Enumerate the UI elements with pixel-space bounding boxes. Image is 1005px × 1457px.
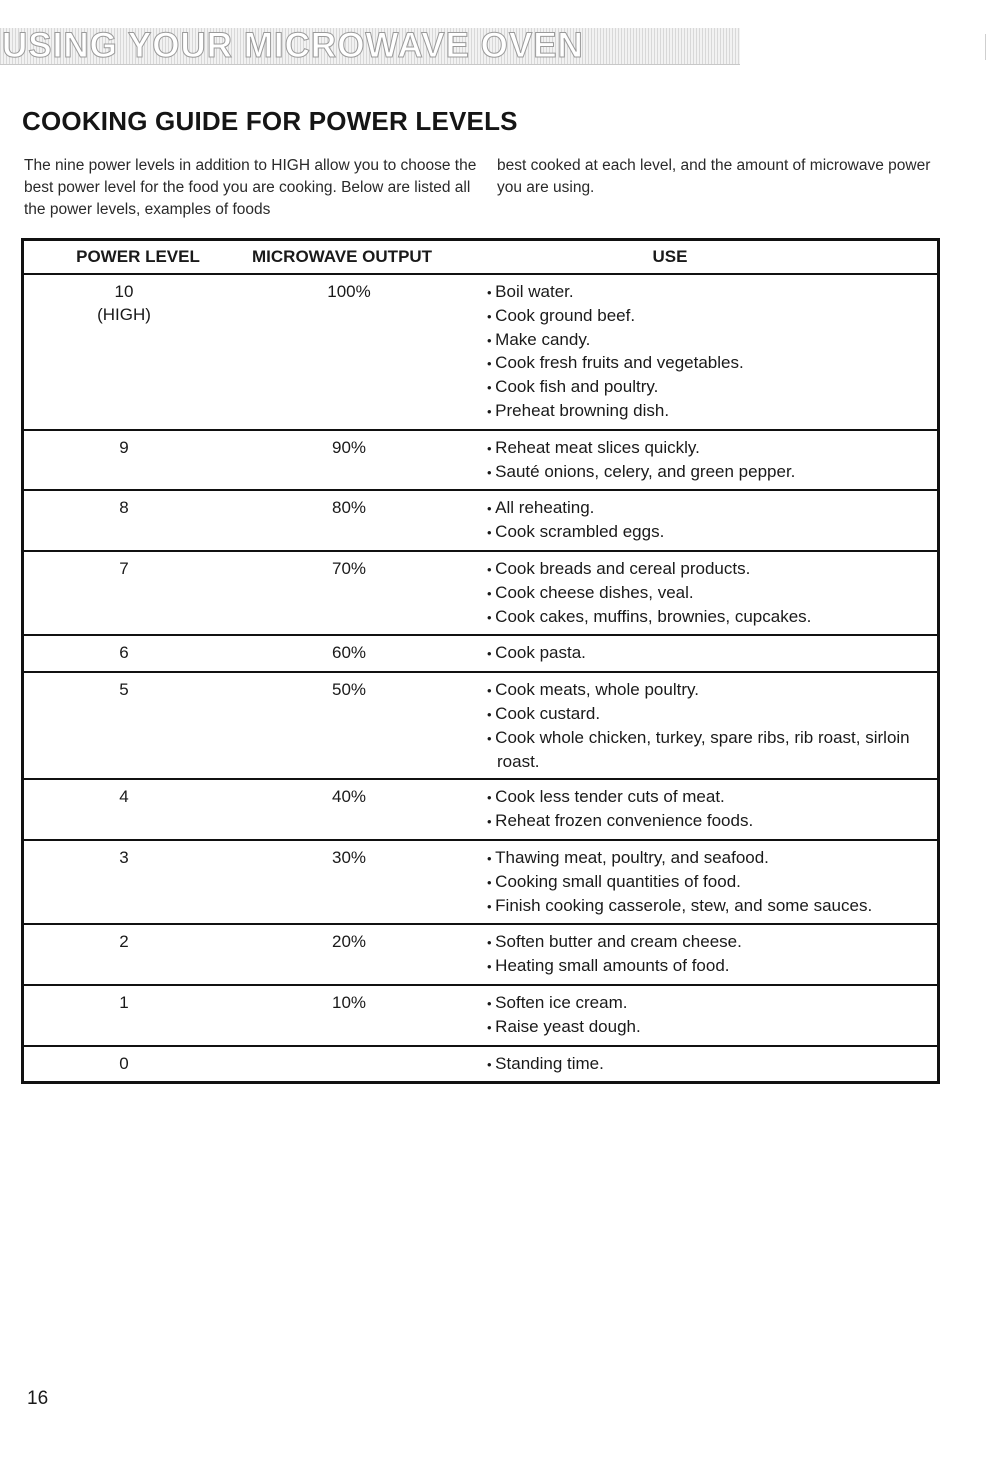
use-cell <box>474 281 937 424</box>
use-list <box>475 679 937 773</box>
use-list <box>475 931 937 979</box>
use-cell <box>474 992 937 1040</box>
use-list <box>475 437 937 485</box>
power-level-value: 5 <box>119 680 129 700</box>
table-body <box>24 275 937 1081</box>
power-level-cell <box>24 558 224 629</box>
table-row <box>24 986 937 1047</box>
use-cell <box>474 786 937 834</box>
banner-edge-mark <box>985 34 986 60</box>
use-item: • Raise yeast dough. <box>475 1016 937 1040</box>
table-row <box>24 552 937 636</box>
power-level-cell <box>24 281 224 424</box>
table-row <box>24 841 937 925</box>
power-level-cell <box>24 992 224 1040</box>
header-use: USE <box>652 247 688 266</box>
use-item: • Cook custard. <box>475 703 937 727</box>
use-item: • Preheat browning dish. <box>475 400 937 424</box>
use-item: • Cook scrambled eggs. <box>475 521 937 545</box>
use-item: • Finish cooking casserole, stew, and some sauces. <box>475 895 937 919</box>
use-list <box>475 497 937 545</box>
use-item: • Soften butter and cream cheese. <box>475 931 937 955</box>
table-header-row <box>24 241 937 275</box>
power-level-value: 6 <box>119 643 129 663</box>
power-level-value: 7 <box>119 558 129 578</box>
use-list <box>475 992 937 1040</box>
use-item: • Heating small amounts of food. <box>475 955 937 979</box>
use-list <box>475 1053 937 1077</box>
use-item: • Cook less tender cuts of meat. <box>475 786 937 810</box>
power-level-cell <box>24 679 224 773</box>
intro-right-column: best cooked at each level, and the amount of microwave power you are using. <box>497 157 931 196</box>
use-list <box>475 642 937 666</box>
power-level-value: 1 <box>119 992 129 1012</box>
use-item: • Sauté onions, celery, and green pepper. <box>475 461 937 485</box>
power-level-value: 4 <box>119 787 129 807</box>
use-item: • Cook cakes, muffins, brownies, cupcakes. <box>475 606 937 630</box>
microwave-output-cell: 50% <box>331 680 367 700</box>
use-item: • Cook fish and poultry. <box>475 376 937 400</box>
section-banner <box>0 28 740 65</box>
use-cell <box>474 558 937 629</box>
page-title: COOKING GUIDE FOR POWER LEVELS <box>22 106 518 136</box>
power-level-value: 0 <box>119 1053 129 1073</box>
power-level-value: 9 <box>119 437 129 457</box>
power-level-sublabel: (HIGH) <box>97 304 151 324</box>
power-level-cell <box>24 786 224 834</box>
use-item: • Reheat frozen convenience foods. <box>475 810 937 834</box>
use-list <box>475 847 937 918</box>
microwave-output-cell: 70% <box>331 558 367 578</box>
power-level-cell <box>24 437 224 485</box>
header-microwave-output: MICROWAVE OUTPUT <box>252 247 433 266</box>
use-item: • Cook ground beef. <box>475 305 937 329</box>
table-row <box>24 275 937 431</box>
power-level-cell <box>24 497 224 545</box>
use-item: • Cooking small quantities of food. <box>475 871 937 895</box>
table-row <box>24 491 937 552</box>
power-level-value: 10 <box>114 282 134 301</box>
table-row <box>24 431 937 492</box>
use-item: • All reheating. <box>475 497 937 521</box>
use-item: • Cook cheese dishes, veal. <box>475 582 937 606</box>
page-number: 16 <box>27 1388 49 1409</box>
use-cell <box>474 847 937 918</box>
microwave-output-cell: 30% <box>331 847 367 867</box>
use-list <box>475 786 937 834</box>
power-level-cell <box>24 847 224 918</box>
power-level-table <box>21 238 940 1084</box>
use-list <box>475 281 937 424</box>
table-row <box>24 673 937 780</box>
table-row <box>24 1047 937 1082</box>
microwave-output-cell: 60% <box>331 643 367 663</box>
use-item: • Cook pasta. <box>475 642 937 666</box>
power-level-value: 8 <box>119 498 129 518</box>
use-item: • Make candy. <box>475 329 937 353</box>
use-cell <box>474 679 937 773</box>
use-item: • Thawing meat, poultry, and seafood. <box>475 847 937 871</box>
use-item: • Cook whole chicken, turkey, spare ribs, rib roast, sirloin roast. <box>475 727 937 774</box>
use-cell <box>474 437 937 485</box>
header-power-level: POWER LEVEL <box>76 247 200 266</box>
power-level-cell <box>24 642 224 666</box>
use-item: • Soften ice cream. <box>475 992 937 1016</box>
use-cell <box>474 1053 937 1077</box>
use-list <box>475 558 937 629</box>
table-row <box>24 780 937 841</box>
power-level-cell <box>24 1053 224 1077</box>
microwave-output-cell: 20% <box>331 932 367 952</box>
use-cell <box>474 642 937 666</box>
microwave-output-cell: 80% <box>331 498 367 518</box>
power-level-value: 2 <box>119 932 129 952</box>
use-cell <box>474 497 937 545</box>
use-cell <box>474 931 937 979</box>
use-item: • Cook fresh fruits and vegetables. <box>475 352 937 376</box>
table-row <box>24 636 937 673</box>
section-banner-text: USING YOUR MICROWAVE OVEN <box>2 26 584 65</box>
use-item: • Boil water. <box>475 281 937 305</box>
use-item: • Cook meats, whole poultry. <box>475 679 937 703</box>
microwave-output-cell <box>224 1053 474 1077</box>
power-level-cell <box>24 931 224 979</box>
use-item: • Cook breads and cereal products. <box>475 558 937 582</box>
use-item: • Reheat meat slices quickly. <box>475 437 937 461</box>
table-row <box>24 925 937 986</box>
power-level-value: 3 <box>119 847 129 867</box>
use-item: • Standing time. <box>475 1053 937 1077</box>
intro-left-column: The nine power levels in addition to HIGH allow you to choose the best power level for the food you are cooking. Below are listed all the power levels, examples of foods <box>24 157 477 218</box>
microwave-output-cell: 10% <box>331 992 367 1012</box>
microwave-output-cell: 100% <box>327 282 371 301</box>
microwave-output-cell: 40% <box>331 787 367 807</box>
microwave-output-cell: 90% <box>331 437 367 457</box>
